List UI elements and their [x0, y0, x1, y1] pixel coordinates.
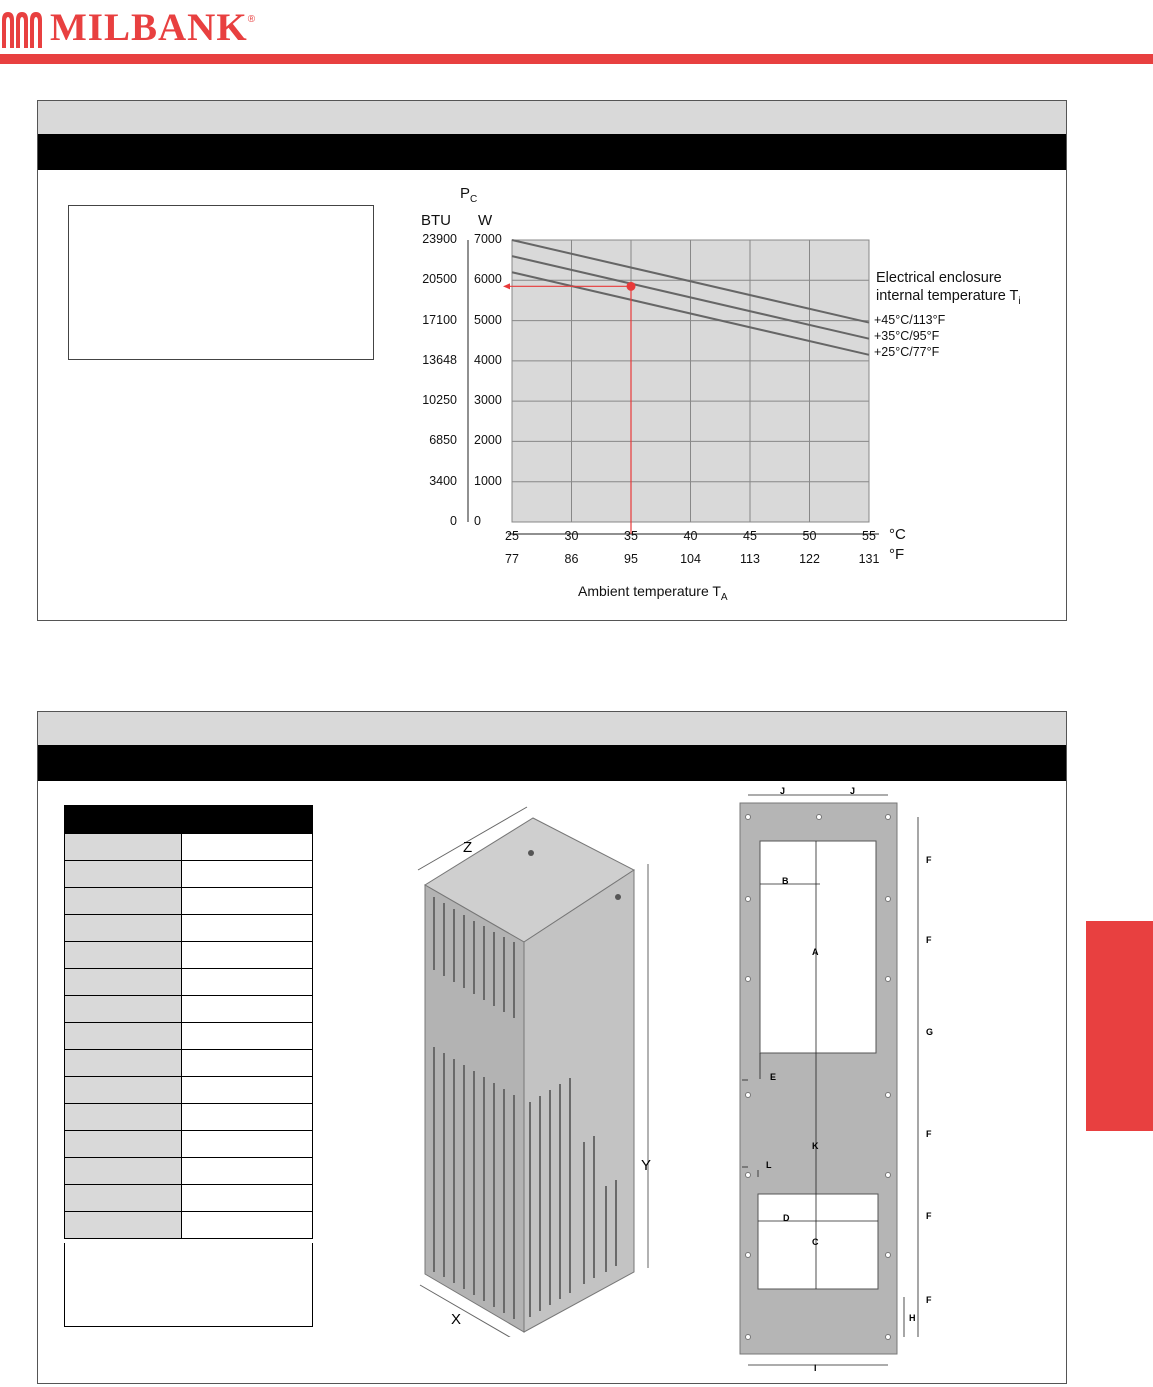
x-axis-label-sub: A — [720, 591, 728, 603]
x-tick-fahrenheit: 95 — [624, 552, 638, 566]
x-tick-celsius: 50 — [802, 529, 817, 543]
table-cell — [65, 996, 182, 1023]
y-left-unit: BTU — [421, 212, 451, 229]
table-cell — [65, 1104, 182, 1131]
y-tick-btu: 23900 — [422, 232, 457, 246]
y-symbol-sub: C — [470, 194, 478, 205]
highlight-point — [627, 282, 636, 291]
table-header-row — [65, 806, 313, 834]
x-axis-label-text: Ambient temperature T — [578, 583, 721, 599]
table-cell — [65, 1131, 182, 1158]
cutout-label-f4: F — [926, 1211, 932, 1221]
table-row — [65, 1131, 313, 1158]
y-tick-btu: 20500 — [422, 272, 457, 287]
y-tick-w: 7000 — [474, 232, 502, 246]
table-row — [65, 1077, 313, 1104]
y-tick-w: 3000 — [474, 393, 502, 408]
table-row — [65, 1104, 313, 1131]
table-cell — [182, 1077, 313, 1104]
table-cell — [65, 1077, 182, 1104]
table-row — [65, 834, 313, 861]
table-row — [65, 1212, 313, 1239]
y-tick-btu: 17100 — [422, 312, 457, 327]
brand-name: MILBANK — [50, 6, 248, 49]
panel-header-bar — [38, 712, 1066, 745]
table-row — [65, 861, 313, 888]
table-cell — [65, 969, 182, 996]
cutout-label-b: B — [782, 876, 789, 886]
x-tick-fahrenheit: 77 — [505, 552, 519, 566]
x-unit-fahrenheit: °F — [889, 546, 905, 563]
table-row — [65, 1023, 313, 1050]
legend-title-sub: i — [1018, 295, 1021, 307]
y-tick-btu: 3400 — [429, 473, 457, 488]
y-right-unit: W — [478, 212, 493, 229]
table-row — [65, 1185, 313, 1212]
cutout-label-h: H — [909, 1313, 916, 1323]
table-row — [65, 942, 313, 969]
table-cell — [65, 1212, 182, 1239]
table-cell — [182, 996, 313, 1023]
x-tick-celsius: 40 — [683, 529, 698, 543]
table-row — [65, 1158, 313, 1185]
milbank-logo — [0, 8, 255, 48]
y-tick-w: 6000 — [474, 272, 502, 287]
cutout-label-a: A — [812, 947, 819, 957]
table-row — [65, 1050, 313, 1077]
header-rule — [0, 54, 1153, 64]
cutout-label-g: G — [926, 1027, 934, 1037]
table-cell — [65, 915, 182, 942]
table-cell — [65, 834, 182, 861]
table-cell — [182, 861, 313, 888]
cutout-label-f1: F — [926, 855, 932, 865]
table-header-cell — [182, 806, 313, 834]
table-cell — [182, 1158, 313, 1185]
x-tick-fahrenheit: 104 — [680, 552, 701, 566]
table-cell — [182, 969, 313, 996]
y-tick-btu: 10250 — [422, 393, 457, 408]
highlight-arrow — [503, 283, 510, 289]
x-tick-fahrenheit: 113 — [740, 552, 760, 566]
cutout-label-i: I — [814, 1363, 817, 1373]
enclosure-label-z: Z — [463, 839, 473, 856]
table-cell — [65, 861, 182, 888]
x-tick-celsius: 55 — [862, 529, 876, 543]
table-cell — [65, 1050, 182, 1077]
x-tick-celsius: 25 — [505, 529, 519, 543]
table-cell — [65, 1185, 182, 1212]
x-tick-celsius: 30 — [564, 529, 579, 543]
cutout-label-f2: F — [926, 935, 932, 945]
dimensions-panel — [37, 711, 1067, 1384]
cutout-label-e: E — [770, 1072, 777, 1082]
y-tick-w: 5000 — [474, 312, 502, 327]
cutout-label-f3: F — [926, 1129, 932, 1139]
legend-title-line1: Electrical enclosure — [876, 270, 1002, 286]
enclosure-drawing — [408, 802, 678, 1337]
performance-panel — [37, 100, 1067, 621]
dimension-table — [64, 805, 313, 1239]
y-tick-w: 1000 — [474, 473, 502, 488]
table-footnote-box — [64, 1243, 313, 1327]
y-tick-btu: 6850 — [429, 433, 457, 448]
table-row — [65, 888, 313, 915]
y-tick-w: 2000 — [474, 433, 502, 448]
y-tick-btu: 13648 — [422, 352, 457, 367]
cutout-label-f5: F — [926, 1295, 932, 1305]
cutout-label-j1: J — [780, 787, 786, 796]
legend-entry: +35°C/95°F — [874, 329, 940, 343]
cutout-label-l: L — [766, 1160, 772, 1170]
table-cell — [182, 1212, 313, 1239]
table-row — [65, 915, 313, 942]
milbank-logo-mark-icon — [0, 8, 48, 48]
table-cell — [65, 1158, 182, 1185]
y-symbol-text: P — [460, 185, 471, 202]
x-tick-fahrenheit: 122 — [799, 552, 820, 566]
cutout-label-d: D — [783, 1213, 790, 1223]
table-cell — [182, 1104, 313, 1131]
table-cell — [182, 1023, 313, 1050]
y-tick-w: 0 — [474, 514, 481, 528]
y-tick-w: 4000 — [474, 352, 502, 367]
x-tick-celsius: 35 — [624, 529, 638, 543]
table-cell — [182, 942, 313, 969]
x-tick-fahrenheit: 86 — [564, 552, 579, 566]
chart-plot — [38, 101, 1066, 620]
x-tick-celsius: 45 — [743, 529, 757, 543]
table-cell — [65, 888, 182, 915]
table-cell — [65, 942, 182, 969]
table-cell — [182, 888, 313, 915]
y-tick-btu: 0 — [450, 514, 457, 528]
x-unit-celsius: °C — [889, 526, 906, 543]
cutout-label-c: C — [812, 1237, 819, 1247]
table-cell — [182, 1050, 313, 1077]
enclosure-label-y: Y — [641, 1157, 652, 1174]
table-cell — [182, 1185, 313, 1212]
cutout-label-j2: J — [850, 787, 856, 796]
table-header-cell — [65, 806, 182, 834]
table-cell — [182, 1131, 313, 1158]
legend-title-line2-text: internal temperature T — [876, 288, 1019, 304]
cutout-label-k: K — [812, 1141, 819, 1151]
registered-mark: ® — [247, 14, 256, 25]
table-row — [65, 969, 313, 996]
table-cell — [182, 834, 313, 861]
enclosure-label-x: X — [451, 1311, 462, 1328]
table-cell — [65, 1023, 182, 1050]
table-row — [65, 996, 313, 1023]
cutout-drawing — [728, 787, 988, 1387]
legend-entry: +25°C/77°F — [874, 345, 940, 359]
section-side-tab — [1086, 921, 1153, 1131]
legend-entry: +45°C/113°F — [874, 313, 946, 327]
table-cell — [182, 915, 313, 942]
x-tick-fahrenheit: 131 — [858, 552, 880, 566]
panel-title-bar — [38, 745, 1066, 781]
